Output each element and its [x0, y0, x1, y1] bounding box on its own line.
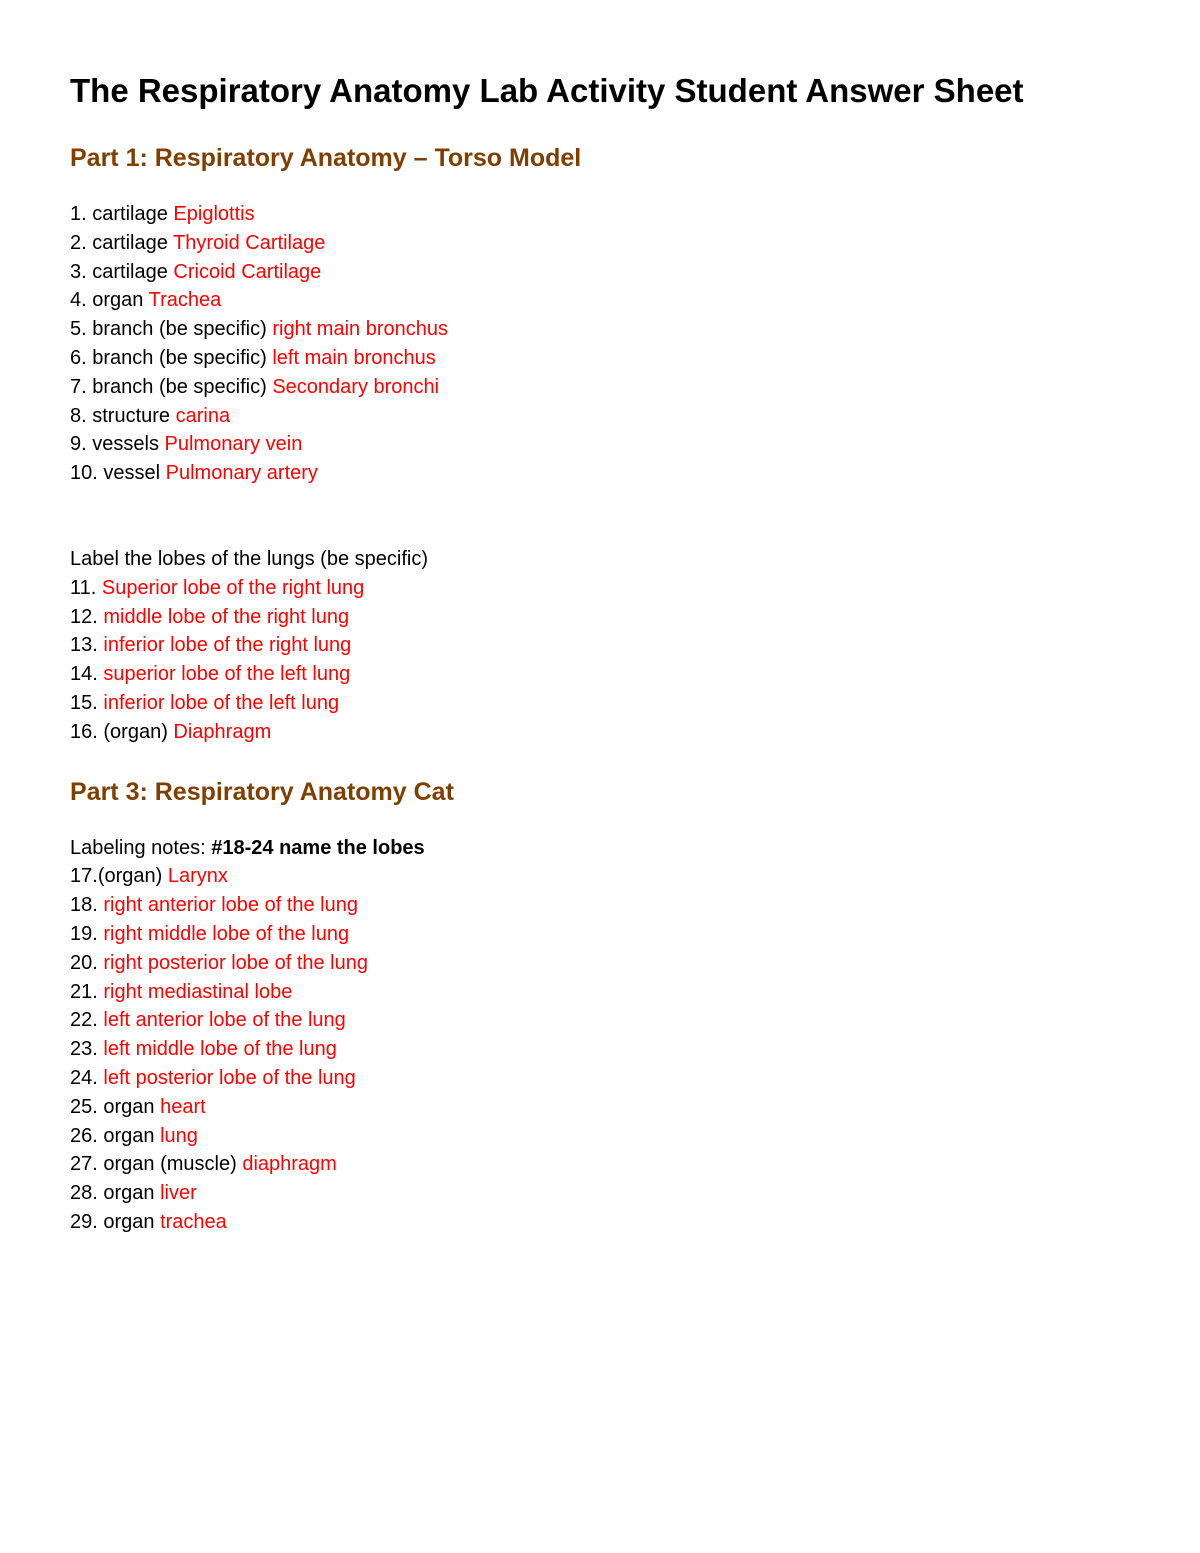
item-answer: liver: [160, 1182, 197, 1205]
item-number: 1.: [70, 203, 87, 225]
item-number: 8.: [70, 404, 87, 427]
item-answer: right middle lobe of the lung: [103, 922, 350, 945]
list-item: [70, 229, 1160, 258]
list-item: [70, 1208, 1160, 1237]
list-item: [70, 603, 1160, 632]
item-number: 6.: [70, 346, 87, 369]
labeling-notes-label: Labeling notes:: [70, 836, 206, 859]
item-prompt: (organ): [103, 720, 168, 743]
item-number: 19.: [70, 922, 98, 945]
item-number: 17.: [70, 865, 98, 888]
item-number: 12.: [70, 605, 98, 628]
item-number: 20.: [70, 951, 98, 974]
item-answer: Pulmonary vein: [164, 433, 303, 456]
item-number: 28.: [70, 1182, 98, 1205]
list-item: [70, 920, 1160, 949]
item-prompt: organ: [103, 1210, 155, 1233]
item-number: 4.: [70, 289, 87, 312]
list-item: [70, 1179, 1160, 1208]
item-prompt: organ: [103, 1124, 155, 1147]
item-answer: inferior lobe of the left lung: [103, 691, 340, 714]
item-answer: Diaphragm: [173, 720, 272, 743]
item-answer: diaphragm: [242, 1153, 337, 1176]
part3-heading: Part 3: Respiratory Anatomy Cat: [70, 777, 454, 806]
item-answer: inferior lobe of the right lung: [103, 634, 352, 657]
list-item: [70, 1093, 1160, 1122]
item-answer: trachea: [160, 1210, 227, 1233]
list-item: [70, 286, 1160, 315]
item-answer: left posterior lobe of the lung: [103, 1066, 356, 1089]
item-number: 24.: [70, 1066, 98, 1089]
item-answer: right mediastinal lobe: [103, 980, 293, 1003]
list-item: [70, 574, 1160, 603]
item-answer: Larynx: [167, 865, 228, 888]
item-prompt: branch (be specific): [92, 346, 267, 369]
item-number: 10.: [70, 462, 98, 485]
item-prompt: branch (be specific): [92, 375, 267, 398]
list-item: [70, 660, 1160, 689]
item-answer: heart: [160, 1095, 206, 1118]
item-answer: Cricoid Cartilage: [173, 260, 322, 283]
list-item: [70, 978, 1160, 1007]
item-prompt: organ (muscle): [103, 1153, 237, 1176]
item-answer: right anterior lobe of the lung: [103, 894, 358, 917]
labeling-notes: [70, 834, 1160, 863]
item-prompt: structure: [92, 404, 171, 427]
item-prompt: cartilage: [92, 203, 168, 225]
item-answer: Trachea: [148, 289, 222, 312]
list-item: [70, 1122, 1160, 1151]
item-number: 13.: [70, 634, 98, 657]
item-answer: right posterior lobe of the lung: [103, 951, 368, 974]
list-item: [70, 689, 1160, 718]
lobes-item-list: [70, 574, 1160, 747]
item-number: 25.: [70, 1095, 98, 1118]
list-item: [70, 402, 1160, 431]
list-item: [70, 1150, 1160, 1179]
part1-item-list: [70, 200, 1160, 488]
item-number: 14.: [70, 663, 98, 686]
list-item: [70, 1064, 1160, 1093]
item-answer: middle lobe of the right lung: [103, 605, 350, 628]
list-item: [70, 344, 1160, 373]
item-number: 16.: [70, 720, 98, 743]
item-answer: lung: [160, 1124, 198, 1147]
item-number: 15.: [70, 691, 98, 714]
item-number: 3.: [70, 260, 87, 283]
list-item: [70, 459, 1160, 488]
item-prompt: organ: [92, 289, 144, 312]
item-number: 5.: [70, 318, 87, 341]
list-item: [70, 1035, 1160, 1064]
item-answer: left anterior lobe of the lung: [103, 1009, 346, 1032]
item-number: 11.: [70, 576, 97, 599]
item-number: 22.: [70, 1009, 98, 1032]
item-answer: right main bronchus: [272, 318, 448, 341]
list-item: [70, 315, 1160, 344]
item-answer: carina: [175, 404, 231, 427]
item-prompt: (organ): [97, 865, 163, 888]
item-prompt: organ: [103, 1095, 155, 1118]
item-number: 7.: [70, 375, 87, 398]
item-prompt: vessels: [92, 433, 159, 456]
list-item: [70, 631, 1160, 660]
item-answer: Pulmonary artery: [165, 462, 318, 485]
document-title: The Respiratory Anatomy Lab Activity Student Answer Sheet: [70, 72, 1024, 109]
item-number: 2.: [70, 231, 87, 254]
list-item: [70, 718, 1160, 747]
item-prompt: cartilage: [92, 260, 168, 283]
list-item: [70, 862, 1160, 891]
item-number: 27.: [70, 1153, 98, 1176]
item-answer: Superior lobe of the right lung: [101, 576, 365, 599]
item-number: 21.: [70, 980, 98, 1003]
part3-item-list: [70, 862, 1160, 1236]
item-answer: left middle lobe of the lung: [103, 1038, 337, 1061]
list-item: [70, 891, 1160, 920]
item-number: 23.: [70, 1038, 98, 1061]
list-item: [70, 373, 1160, 402]
list-item: [70, 949, 1160, 978]
item-number: 29.: [70, 1210, 98, 1233]
item-answer: left main bronchus: [272, 346, 436, 369]
labeling-notes-value: #18-24 name the lobes: [211, 836, 425, 859]
item-answer: superior lobe of the left lung: [103, 663, 351, 686]
item-prompt: vessel: [103, 462, 161, 485]
list-item: [70, 258, 1160, 287]
list-item: [70, 200, 1160, 229]
item-prompt: organ: [103, 1182, 155, 1205]
lobes-instruction: Label the lobes of the lungs (be specific): [70, 547, 428, 570]
item-answer: Thyroid Cartilage: [173, 231, 326, 254]
item-answer: Secondary bronchi: [272, 375, 440, 398]
item-number: 9.: [70, 433, 87, 456]
part1-heading: Part 1: Respiratory Anatomy – Torso Model: [70, 144, 582, 172]
item-answer: Epiglottis: [173, 203, 255, 225]
item-number: 26.: [70, 1124, 98, 1147]
answer-sheet-page: [70, 66, 1160, 1237]
item-prompt: cartilage: [92, 231, 168, 254]
item-number: 18.: [70, 894, 98, 917]
list-item: [70, 1006, 1160, 1035]
list-item: [70, 430, 1160, 459]
item-prompt: branch (be specific): [92, 318, 267, 341]
